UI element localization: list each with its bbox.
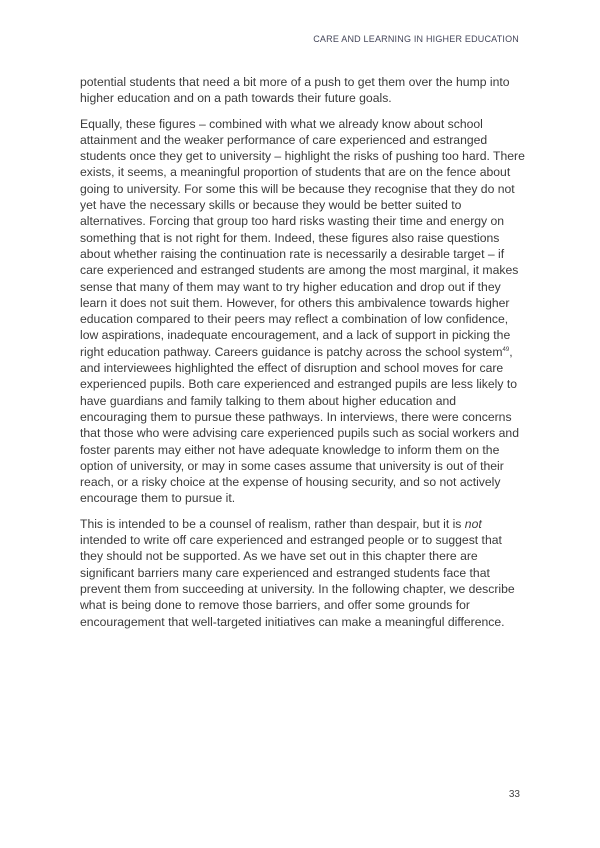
paragraph-2: [80, 116, 525, 507]
paragraph-3-text-b: intended to write off care experienced and estranged people or to suggest that they should not be supported. As we have set out in this chapter there are significant barriers many care experienced and estranged students face that prevent them from succeeding at university. In the following chapter, we describe what is being done to remove those barriers, and offer some grounds for encouragement that well-targeted initiatives can make a meaningful difference.: [80, 533, 515, 629]
footnote-reference[interactable]: 49: [502, 346, 510, 353]
paragraph-3: [80, 516, 525, 630]
paragraph-2-text-a: Equally, these figures – combined with what we already know about school attainment and the weaker performance of care experienced and estranged students once they get to university – highlight the risks of pushing too hard. There exists, it seems, a meaningful proportion of students that are on the fence about going to university. For some this will be because they recognise that they do not yet have the necessary skills or because they would be better suited to alternatives. Forcing that group too hard risks wasting their time and energy on something that is not right for them. Indeed, these figures also raise questions about whether raising the continuation rate is necessarily a desirable target – if care experienced and estranged students are among the most marginal, it makes sense that many of them may want to try higher education and drop out if they learn it does not suit them. However, for others this ambivalence towards higher education compared to their peers may reflect a combination of low confidence, low aspirations, inadequate encouragement, and a lack of support in picking the right education pathway. Careers guidance is patchy across the school system: [80, 116, 525, 359]
paragraph-1: potential students that need a bit more of a push to get them over the hump into higher education and on a path towards their future goals.: [80, 75, 510, 106]
running-header: CARE AND LEARNING IN HIGHER EDUCATION: [313, 34, 519, 44]
paragraph-2-text-b: , and interviewees highlighted the effect of disruption and school moves for care experienced pupils. Both care experienced and estranged pupils are less likely to have guardians and family talking to them about higher education and encouraging them to pursue these pathways. In interviews, there were concerns that those who were advising care experienced pupils such as social workers and foster parents may either not have adequate knowledge to inform them on the option of university, or may in some cases assume that university is out of their reach, or a risky choice at the expense of housing security, and so not actively encourage them to pursue it.: [80, 344, 519, 506]
body-text: [80, 74, 525, 639]
page-number: 33: [508, 789, 520, 800]
paragraph-3-text-a: This is intended to be a counsel of realism, rather than despair, but it is: [80, 516, 465, 531]
emphasis-text: not: [464, 516, 482, 531]
